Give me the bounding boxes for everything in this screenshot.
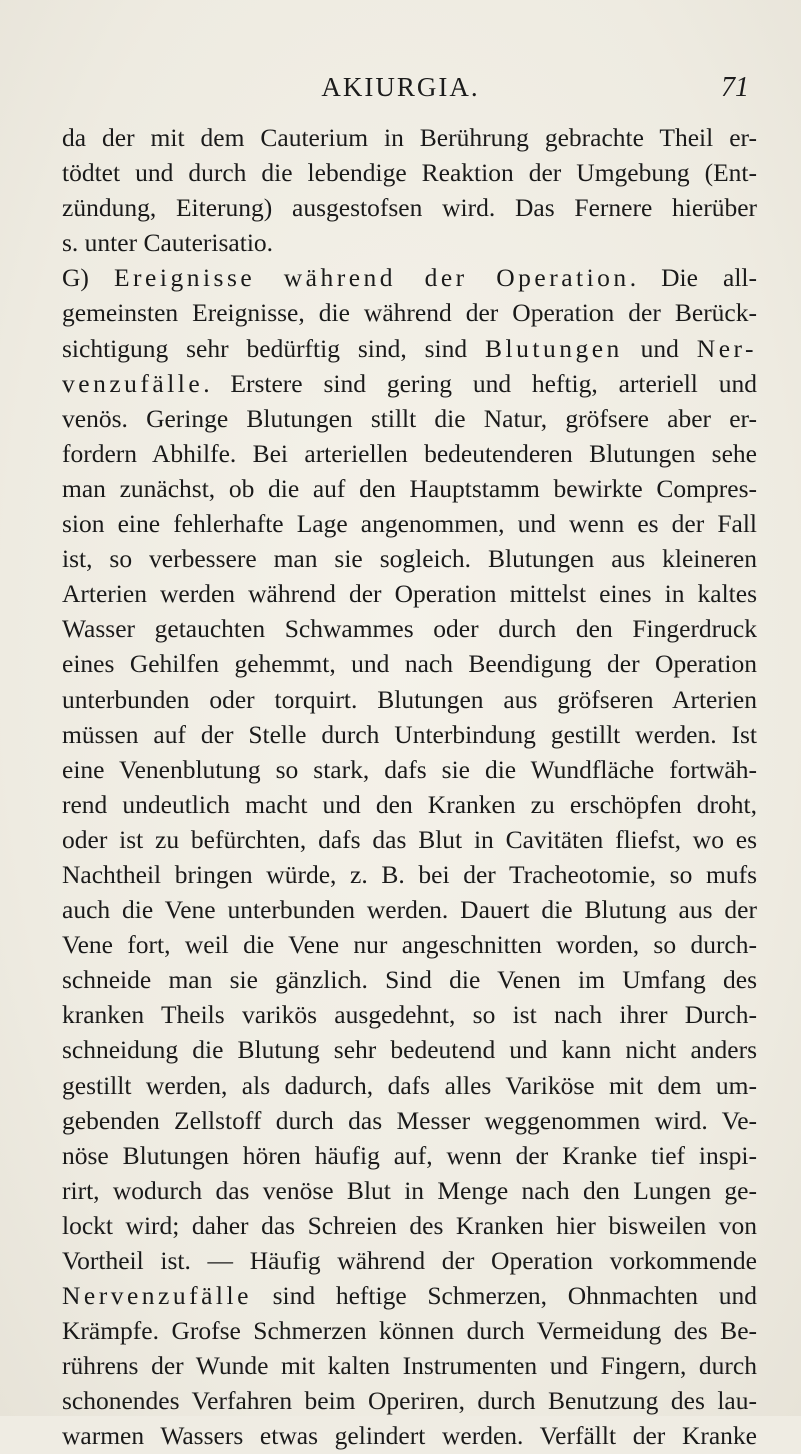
text-line bbox=[62, 260, 757, 295]
text-fragment: und bbox=[622, 333, 697, 363]
text-line: da der mit dem Cauterium in Berührung gebrachte Theil er- bbox=[62, 123, 757, 152]
text-fragment: sind heftige Schmerzen, Ohnmachten und bbox=[251, 1281, 757, 1311]
text-line: gebenden Zellstoff durch das Messer weggenommen wird. Ve- bbox=[62, 1105, 757, 1135]
text-line: Wasser getauchten Schwammes oder durch den Fingerdruck bbox=[62, 614, 757, 644]
text-line: rirt, wodurch das venöse Blut in Menge nach den Lungen ge- bbox=[62, 1175, 757, 1205]
emphasis-term: venzufälle bbox=[62, 368, 204, 398]
text-fragment: . Die all- bbox=[629, 263, 757, 293]
text-line: nöse Blutungen hören häufig auf, wenn der Kranke tief inspi- bbox=[62, 1140, 757, 1170]
page-number: 71 bbox=[721, 72, 749, 103]
text-line bbox=[62, 366, 757, 401]
page-header bbox=[0, 72, 801, 112]
text-line: venös. Geringe Blutungen stillt die Natur, gröfsere aber er- bbox=[62, 403, 757, 433]
text-line: Krämpfe. Grofse Schmerzen können durch Vermeidung des Be- bbox=[62, 1316, 757, 1346]
text-fragment: . Erstere sind gering und heftig, arteriell und bbox=[203, 368, 757, 398]
text-line: Arterien werden während der Operation mittelst eines in kaltes bbox=[62, 579, 757, 609]
text-line: schneide man sie gänzlich. Sind die Venen im Umfang des bbox=[62, 965, 757, 995]
text-line: s. unter Cauterisatio. bbox=[62, 228, 274, 258]
text-line bbox=[62, 331, 757, 366]
text-line: müssen auf der Stelle durch Unterbindung gestillt werden. Ist bbox=[62, 719, 757, 749]
text-line: lockt wird; daher das Schreien des Kranken hier bisweilen von bbox=[62, 1210, 757, 1240]
text-line: sion eine fehlerhafte Lage angenommen, und wenn es der Fall bbox=[62, 509, 757, 539]
text-line: fordern Abhilfe. Bei arteriellen bedeutenderen Blutungen sehe bbox=[62, 438, 757, 468]
text-line bbox=[62, 1278, 757, 1313]
text-line: schonendes Verfahren beim Operiren, durch Benutzung des lau- bbox=[62, 1386, 757, 1416]
text-line: eines Gehilfen gehemmt, und nach Beendigung der Operation bbox=[62, 649, 757, 679]
text-fragment: sichtigung sehr bedürftig sind, sind bbox=[62, 333, 486, 363]
text-line: gestillt werden, als dadurch, dafs alles Variköse mit dem um- bbox=[62, 1070, 757, 1100]
text-line: rend undeutlich macht und den Kranken zu erschöpfen droht, bbox=[62, 789, 757, 819]
text-line: gemeinsten Ereignisse, die während der Operation der Berück- bbox=[62, 298, 757, 328]
emphasis-term: Ner- bbox=[696, 333, 758, 363]
text-line: unterbunden oder torquirt. Blutungen aus gröfseren Arterien bbox=[62, 684, 757, 714]
text-line: Vortheil ist. — Häufig während der Operation vorkommende bbox=[62, 1246, 757, 1275]
text-line: warmen Wassers etwas gelindert werden. Verfällt der Kranke bbox=[62, 1421, 757, 1451]
text-line: rührens der Wunde mit kalten Instrumenten und Fingern, durch bbox=[62, 1351, 757, 1381]
emphasis-term: Nervenzufälle bbox=[62, 1281, 252, 1311]
text-line: auch die Vene unterbunden werden. Dauert die Blutung aus der bbox=[62, 895, 757, 925]
text-line: man zunächst, ob die auf den Hauptstamm bewirkte Compres- bbox=[62, 473, 757, 503]
text-line: tödtet und durch die lebendige Reaktion der Umgebung (Ent- bbox=[62, 158, 757, 188]
body-text bbox=[62, 120, 757, 1454]
text-line: Nachtheil bringen würde, z. B. bei der Tracheotomie, so mufs bbox=[62, 859, 757, 889]
text-line: schneidung die Blutung sehr bedeutend und kann nicht anders bbox=[62, 1035, 757, 1065]
text-line: ist, so verbessere man sie sogleich. Blutungen aus kleineren bbox=[62, 544, 757, 574]
text-line: oder ist zu befürchten, dafs das Blut in Cavitäten fliefst, wo es bbox=[62, 824, 757, 854]
section-marker: G) bbox=[62, 263, 114, 293]
text-line: eine Venenblutung so stark, dafs sie die Wundfläche fortwäh- bbox=[62, 754, 757, 784]
emphasis-term: Blutungen bbox=[485, 333, 623, 363]
running-title: AKIURGIA. bbox=[321, 72, 480, 102]
text-line: kranken Theils varikös ausgedehnt, so ist nach ihrer Durch- bbox=[62, 1000, 757, 1030]
section-heading: Ereignisse während der Operation bbox=[113, 263, 630, 293]
text-line: zündung, Eiterung) ausgestofsen wird. Das Fernere hierüber bbox=[62, 193, 757, 223]
text-line: Vene fort, weil die Vene nur angeschnitten worden, so durch- bbox=[62, 930, 757, 960]
